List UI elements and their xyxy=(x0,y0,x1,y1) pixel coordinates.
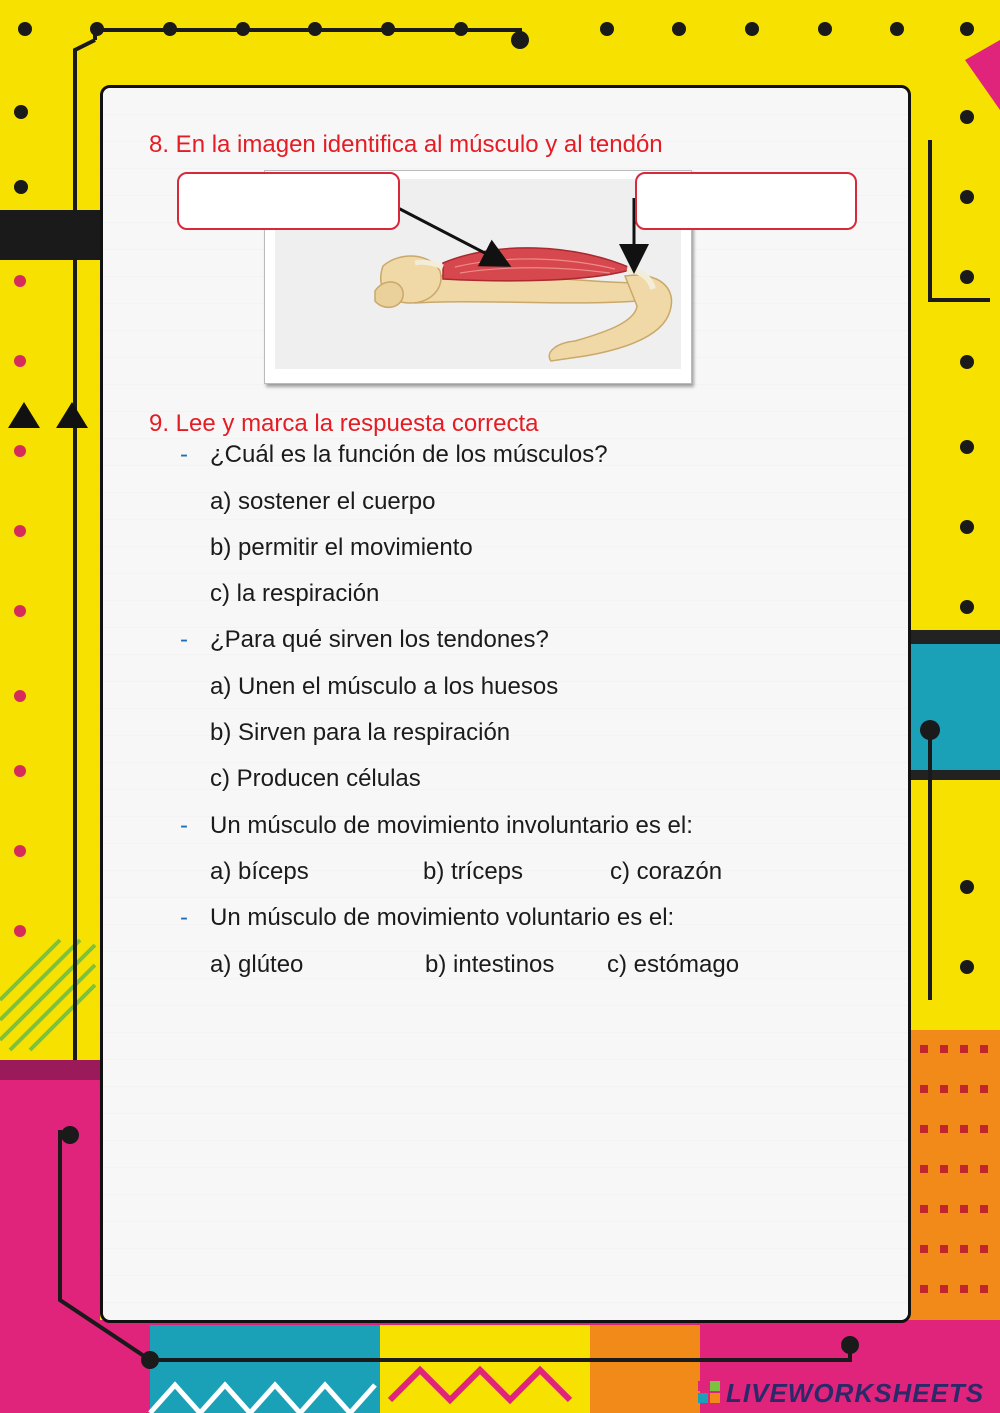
bullet-dash: - xyxy=(180,904,188,931)
liveworksheets-logo-icon xyxy=(698,1381,720,1403)
option-9-3-c[interactable]: c) corazón xyxy=(610,858,723,885)
question-9-1-text: ¿Cuál es la función de los músculos? xyxy=(210,441,608,468)
bullet-dash: - xyxy=(180,626,188,653)
question-9-4-text: Un músculo de movimiento voluntario es el: xyxy=(210,904,675,931)
question-8-title: 8. En la imagen identifica al músculo y al tendón xyxy=(149,131,663,158)
question-9-3-text: Un músculo de movimiento involuntario es el: xyxy=(210,812,693,839)
liveworksheets-logo: LIVEWORKSHEETS xyxy=(726,1378,985,1408)
bullet-dash: - xyxy=(180,812,188,839)
option-9-3-a[interactable]: a) bíceps xyxy=(210,858,309,885)
option-9-4-a[interactable]: a) glúteo xyxy=(210,951,304,978)
question-9-2-text: ¿Para qué sirven los tendones? xyxy=(210,626,549,653)
option-9-1-a[interactable]: a) sostener el cuerpo xyxy=(210,488,436,515)
answer-box-muscle[interactable] xyxy=(177,172,400,230)
option-9-4-c[interactable]: c) estómago xyxy=(607,951,740,978)
bullet-dash: - xyxy=(180,441,188,468)
option-9-1-c[interactable]: c) la respiración xyxy=(210,580,380,607)
question-9-title: 9. Lee y marca la respuesta correcta xyxy=(149,410,539,437)
option-9-2-a[interactable]: a) Unen el músculo a los huesos xyxy=(210,673,559,700)
option-9-3-b[interactable]: b) tríceps xyxy=(423,858,524,885)
option-9-1-b[interactable]: b) permitir el movimiento xyxy=(210,534,473,561)
option-9-2-b[interactable]: b) Sirven para la respiración xyxy=(210,719,511,746)
option-9-4-b[interactable]: b) intestinos xyxy=(425,951,555,978)
option-9-2-c[interactable]: c) Producen células xyxy=(210,765,421,792)
answer-box-tendon[interactable] xyxy=(635,172,857,230)
